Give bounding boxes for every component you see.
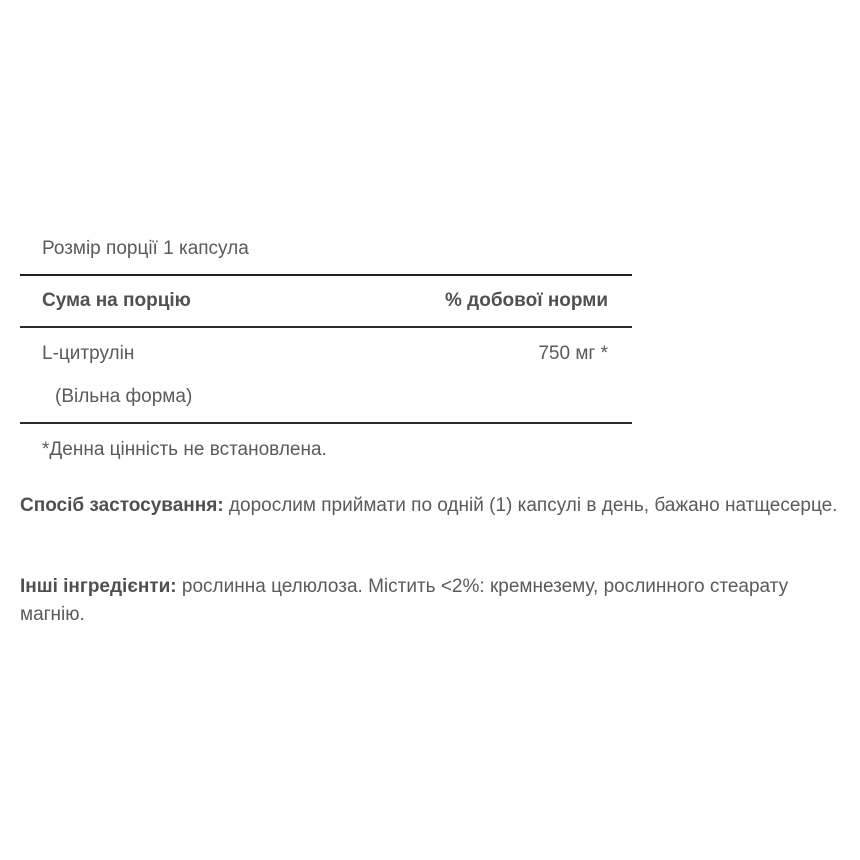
daily-value-header: % добової норми: [444, 290, 608, 311]
other-ingredients-paragraph: [20, 573, 840, 629]
ingredient-amount: 750 мг *: [538, 343, 608, 364]
daily-value-footnote: *Денна цінність не встановлена.: [42, 439, 327, 460]
amount-per-serving-header: Сума на порцію: [42, 290, 191, 311]
facts-header-row: [20, 276, 632, 326]
usage-paragraph: [20, 492, 840, 520]
usage-text: дорослим приймати по одній (1) капсулі в день, бажано натщесерце.: [223, 495, 838, 516]
usage-label: Спосіб застосування:: [20, 495, 224, 516]
ingredient-form: (Вільна форма): [55, 386, 193, 407]
ingredient-row: [20, 328, 632, 422]
supplement-facts-panel: [20, 236, 632, 461]
ingredient-name: L-цитрулін: [42, 343, 135, 364]
other-ingredients-label: Інші інгредієнти:: [20, 576, 177, 597]
serving-size: Розмір порції 1 капсула: [42, 238, 249, 259]
other-ingredients-text: рослинна целюлоза. Містить <2%: кремнезему, рослинного стеарату магнію.: [20, 576, 789, 625]
